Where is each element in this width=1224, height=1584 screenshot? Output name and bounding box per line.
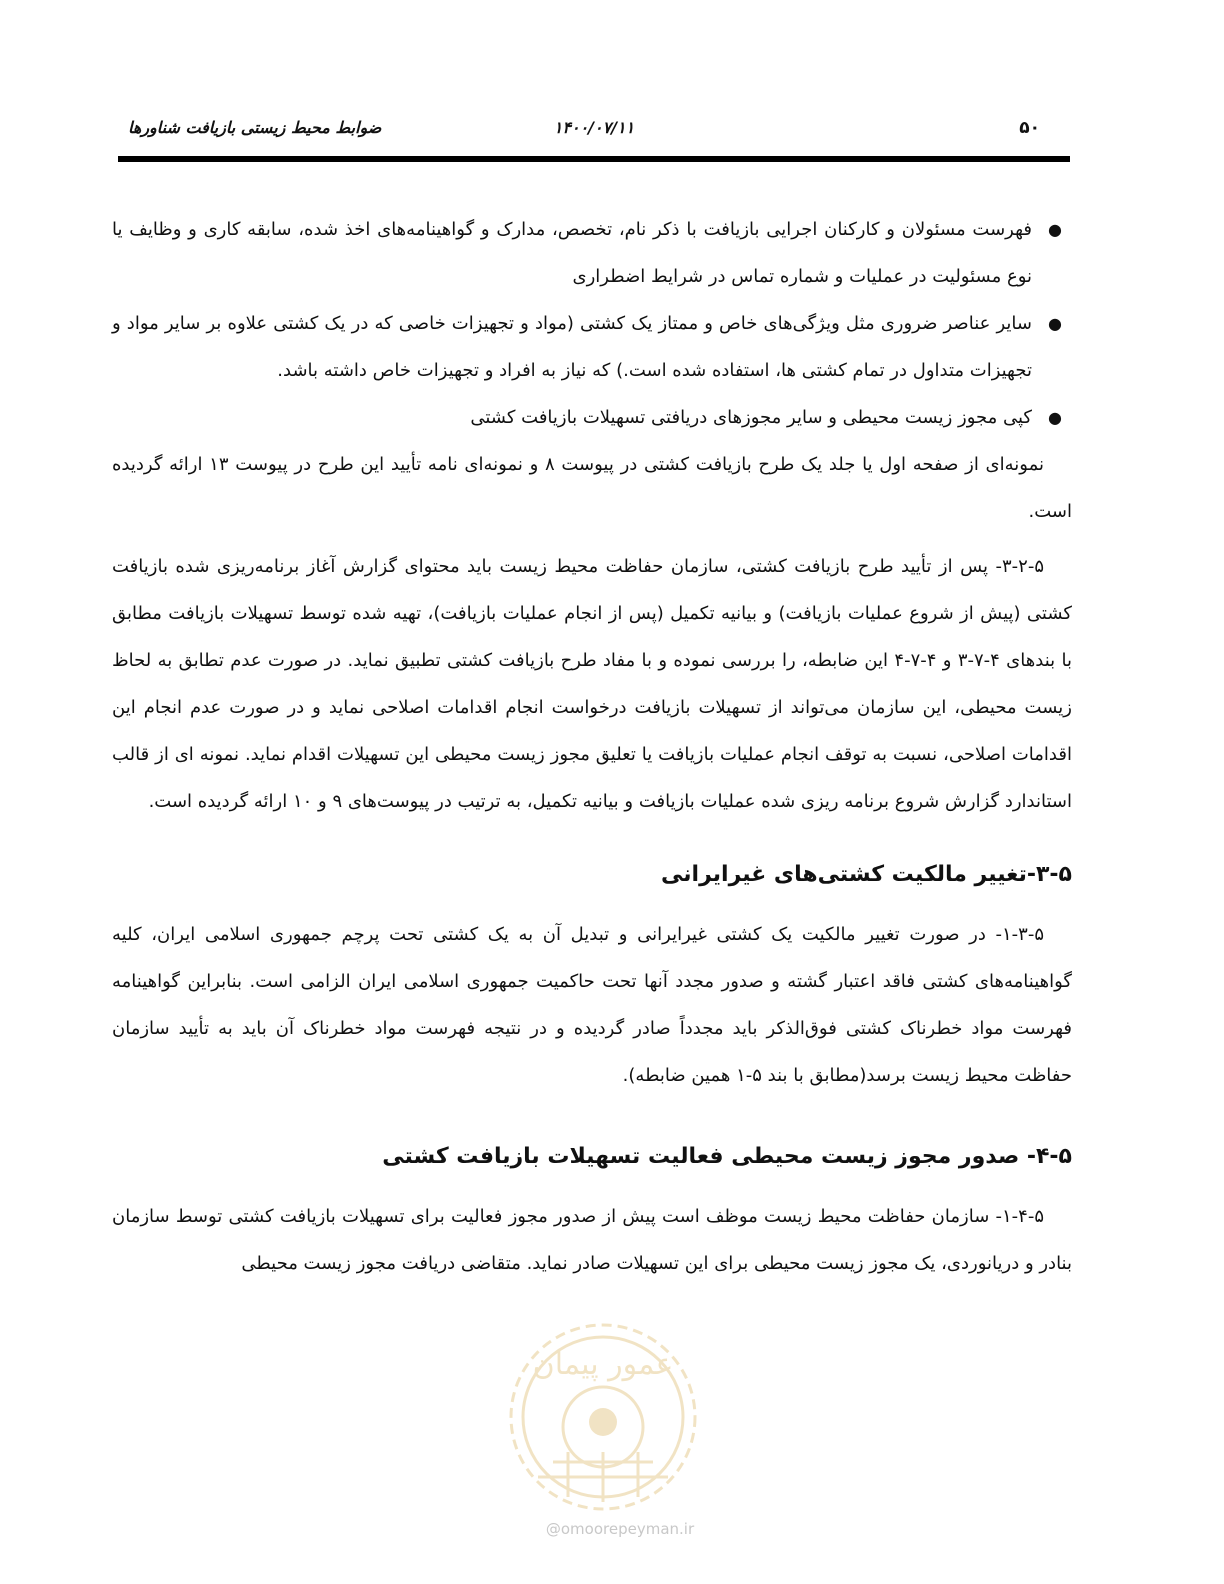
paragraph-5-4-1: ۱-۴-۵- سازمان حفاظت محیط زیست موظف است پیش از صدور مجوز فعالیت برای تسهیلات بازیافت کشتی توسط سازمان بنادر و دریانوردی، یک مجوز زیست محیطی برای این تسهیلات صادر نماید. متقاضی دریافت مجوز زیست محیطی: [112, 1206, 1072, 1274]
bullet-text: فهرست مسئولان و کارکنان اجرایی بازیافت با ذکر نام، تخصص، مدارک و گواهینامه‌های اخذ شده، سابقه کاری و وظایف یا نوع مسئولیت در عملیات و شماره تماس در شرایط اضطراری: [112, 219, 1032, 287]
bullet-text: سایر عناصر ضروری مثل ویژگی‌های خاص و ممتاز یک کشتی (مواد و تجهیزات خاصی که در یک کشتی علاوه بر سایر مواد و تجهیزات متداول در تمام کشتی ها، استفاده شده است.) که نیاز به افراد و تجهیزات خاص داشته باشد.: [112, 313, 1032, 381]
header-title: ضوابط محیط زیستی بازیافت شناورها: [128, 118, 382, 137]
watermark-seal-icon: [498, 1312, 708, 1522]
list-item: [112, 206, 1062, 300]
paragraph-sample: نمونه‌ای از صفحه اول یا جلد یک طرح بازیافت کشتی در پیوست ۸ و نمونه‌ای نامه تأیید این طرح در پیوست ۱۳ ارائه گردیده است.: [112, 454, 1072, 522]
watermark-logo: [498, 1312, 708, 1522]
list-item: [112, 300, 1062, 394]
section-heading-5-3: ۳-۵-تغییر مالکیت کشتی‌های غیرایرانی: [661, 862, 1072, 887]
bullet-list: [112, 206, 1072, 441]
bullet-text: کپی مجوز زیست محیطی و سایر مجوزهای دریافتی تسهیلات بازیافت کشتی: [470, 407, 1032, 428]
svg-text:عمور پیمان: عمور پیمان: [532, 1347, 674, 1382]
paragraph-5-3-1: ۱-۳-۵- در صورت تغییر مالکیت یک کشتی غیرایرانی و تبدیل آن به یک کشتی تحت پرچم جمهوری اسلامی ایران، کلیه گواهینامه‌های کشتی فاقد اعتبار گشته و صدور مجدد آنها تحت حاکمیت جمهوری اسلامی ایران الزامی است. بنابراین گواهینامه فهرست مواد خطرناک کشتی فوق‌الذکر باید مجدداً صادر گردیده و در نتیجه فهرست مواد خطرناک آن باید به تأیید سازمان حفاظت محیط زیست برسد(مطابق با بند ۵-۱ همین ضابطه).: [112, 924, 1072, 1086]
header-date: ۱۴۰۰/۰۷/۱۱: [553, 118, 635, 137]
document-body: [112, 206, 1072, 1287]
section-heading-5-4: ۴-۵- صدور مجوز زیست محیطی فعالیت تسهیلات بازیافت کشتی: [382, 1144, 1072, 1169]
paragraph-5-2-3: ۳-۲-۵- پس از تأیید طرح بازیافت کشتی، سازمان حفاظت محیط زیست باید محتوای گزارش آغاز برنامه‌ریزی شده بازیافت کشتی (پیش از شروع عملیات بازیافت) و بیانیه تکمیل (پس از انجام عملیات بازیافت)، تهیه شده توسط تسهیلات بازیافت مطابق با بندهای ۴-۷-۳ و ۴-۷-۴ این ضابطه، را بررسی نموده و با مفاد طرح بازیافت کشتی تطبیق نماید. در صورت عدم تطابق به لحاظ زیست محیطی، این سازمان می‌تواند از تسهیلات بازیافت درخواست انجام اقدامات اصلاحی نماید و در صورت عدم انجام این اقدامات اصلاحی، نسبت به توقف انجام عملیات بازیافت یا تعلیق مجوز زیست محیطی این تسهیلات اقدام نماید. نمونه ای از قالب استاندارد گزارش شروع برنامه ریزی شده عملیات بازیافت و بیانیه تکمیل، به ترتیب در پیوست‌های ۹ و ۱۰ ارائه گردیده است.: [112, 556, 1072, 812]
page-header: [118, 112, 1070, 142]
bullet-icon: ●: [1048, 314, 1062, 333]
list-item: [112, 394, 1062, 441]
page-number: ۵۰: [1019, 118, 1040, 138]
watermark-url: @omoorepeyman.ir: [545, 1520, 695, 1538]
bullet-icon: ●: [1048, 408, 1062, 427]
header-rule: [118, 156, 1070, 162]
bullet-icon: ●: [1048, 220, 1062, 239]
